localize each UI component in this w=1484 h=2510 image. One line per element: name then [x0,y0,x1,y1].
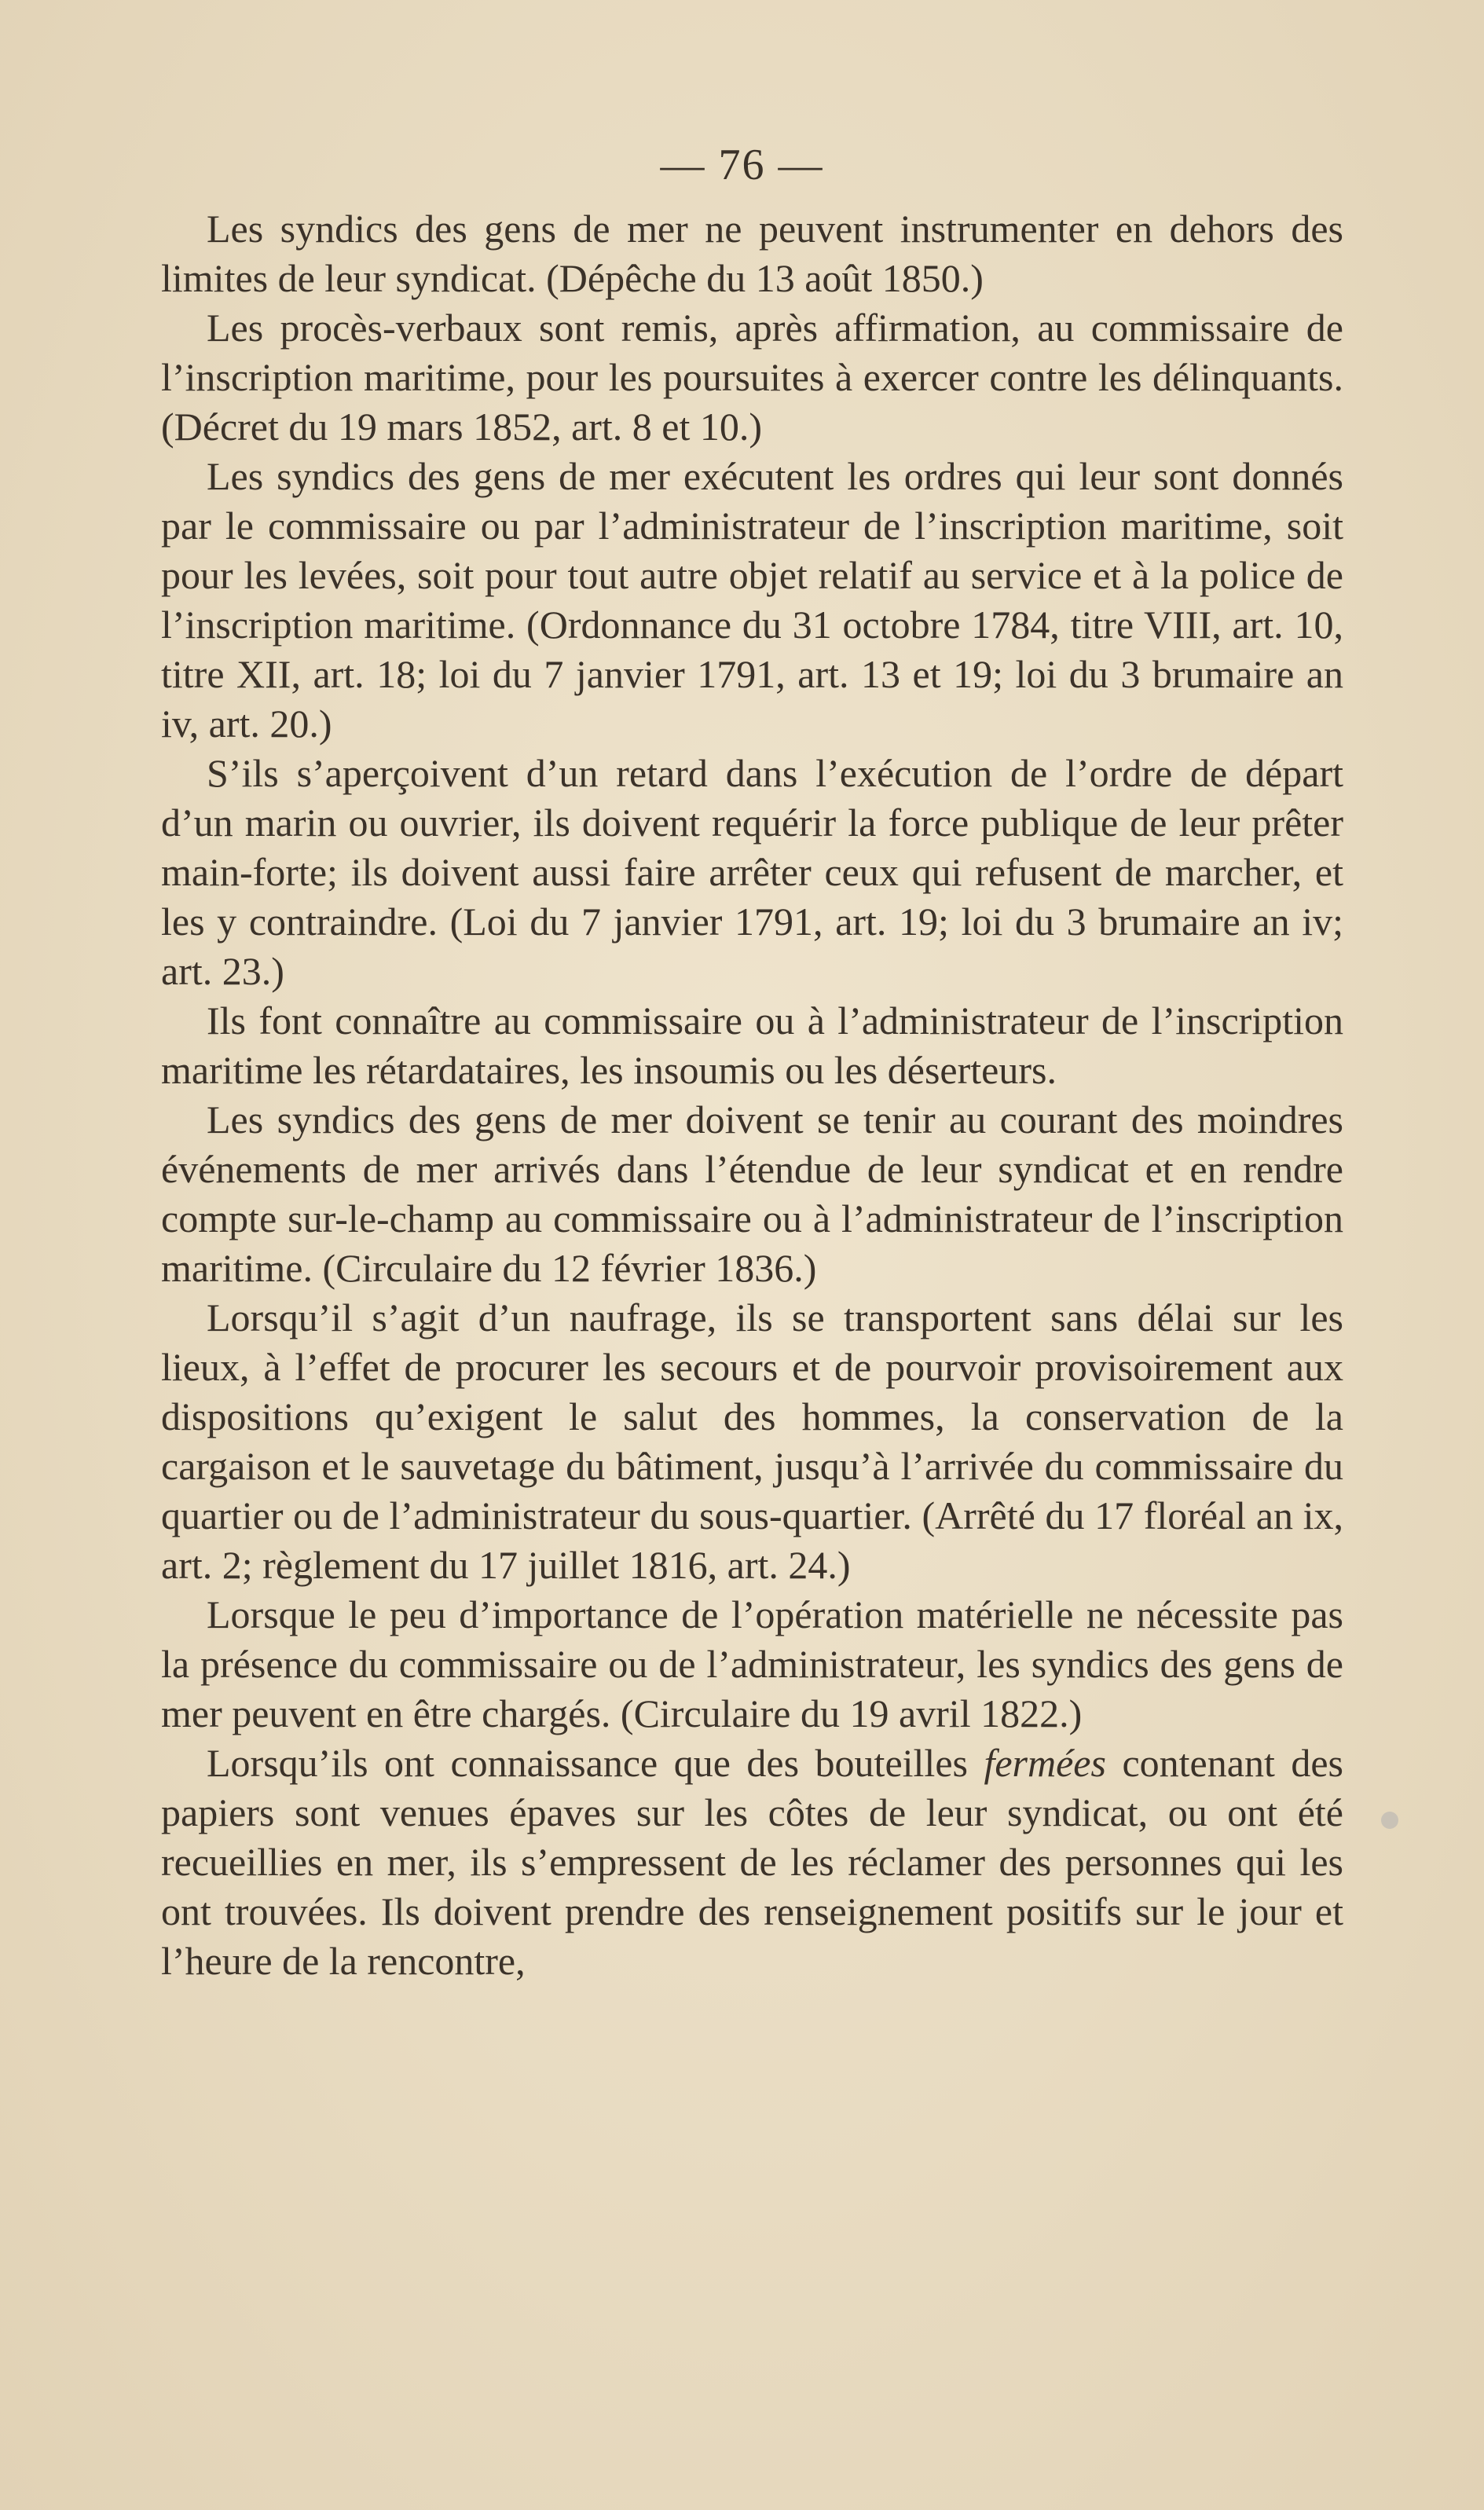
body-text [161,204,1343,1986]
italic-word: fermées [984,1741,1106,1785]
paragraph-9: Lorsqu’ils ont connaissance que des bouteilles fermées contenant des papiers sont venues épaves sur les côtes de leur syndicat, ou ont été recueillies en mer, ils s’empressent de les réclamer des personnes qui les ont trouvées. Ils doivent prendre des renseignement positifs sur le jour et l’heure de la rencontre, [161,1741,1343,1983]
paragraph-8: Lorsque le peu d’importance de l’opération matérielle ne nécessite pas la présence du commissaire ou de l’administrateur, les syndics des gens de mer peuvent en être chargés. (Circulaire du 19 avril 1822.) [161,1592,1343,1735]
page-number: — 76 — [660,141,824,189]
paragraph-5: Ils font connaître au commissaire ou à l’administrateur de l’inscription maritime les rétardataires, les insoumis ou les déserteurs. [161,999,1343,1092]
paragraph-4: S’ils s’aperçoivent d’un retard dans l’exécution de l’ordre de départ d’un marin ou ouvrier, ils doivent requérir la force publique de leur prêter main-forte; ils doivent aussi faire arrêter ceux qui refusent de marcher, et les y contraindre. (Loi du 7 janvier 1791, art. 19; loi du 3 brumaire an iv; art. 23.) [161,751,1343,993]
paragraph-6: Les syndics des gens de mer doivent se tenir au courant des moindres événements de mer arrivés dans l’étendue de leur syndicat et en rendre compte sur-le-champ au commissaire ou à l’administrateur de l’inscription maritime. (Circulaire du 12 février 1836.) [161,1097,1343,1290]
paragraph-7: Lorsqu’il s’agit d’un naufrage, ils se transportent sans délai sur les lieux, à l’effet de procurer les secours et de pourvoir provisoirement aux dispositions qu’exigent le salut des hommes, la conservation de la cargaison et le sauvetage du bâtiment, jusqu’à l’arrivée du commissaire du quartier ou de l’administrateur du sous-quartier. (Arrêté du 17 floréal an ix, art. 2; règlement du 17 juillet 1816, art. 24.) [161,1295,1343,1587]
paragraph-3: Les syndics des gens de mer exécutent les ordres qui leur sont donnés par le commissaire ou par l’administrateur de l’inscription maritime, soit pour les levées, soit pour tout autre objet relatif au service et à la police de l’inscription maritime. (Ordonnance du 31 octobre 1784, titre VIII, art. 10, titre XII, art. 18; loi du 7 janvier 1791, art. 13 et 19; loi du 3 brumaire an iv, art. 20.) [161,454,1343,746]
paragraph-2: Les procès-verbaux sont remis, après affirmation, au commissaire de l’inscription maritime, pour les poursuites à exercer contre les délinquants. (Décret du 19 mars 1852, art. 8 et 10.) [161,306,1343,449]
paragraph-1: Les syndics des gens de mer ne peuvent instrumenter en dehors des limites de leur syndicat. (Dépêche du 13 août 1850.) [161,207,1343,300]
paper-speck [1381,1812,1398,1829]
